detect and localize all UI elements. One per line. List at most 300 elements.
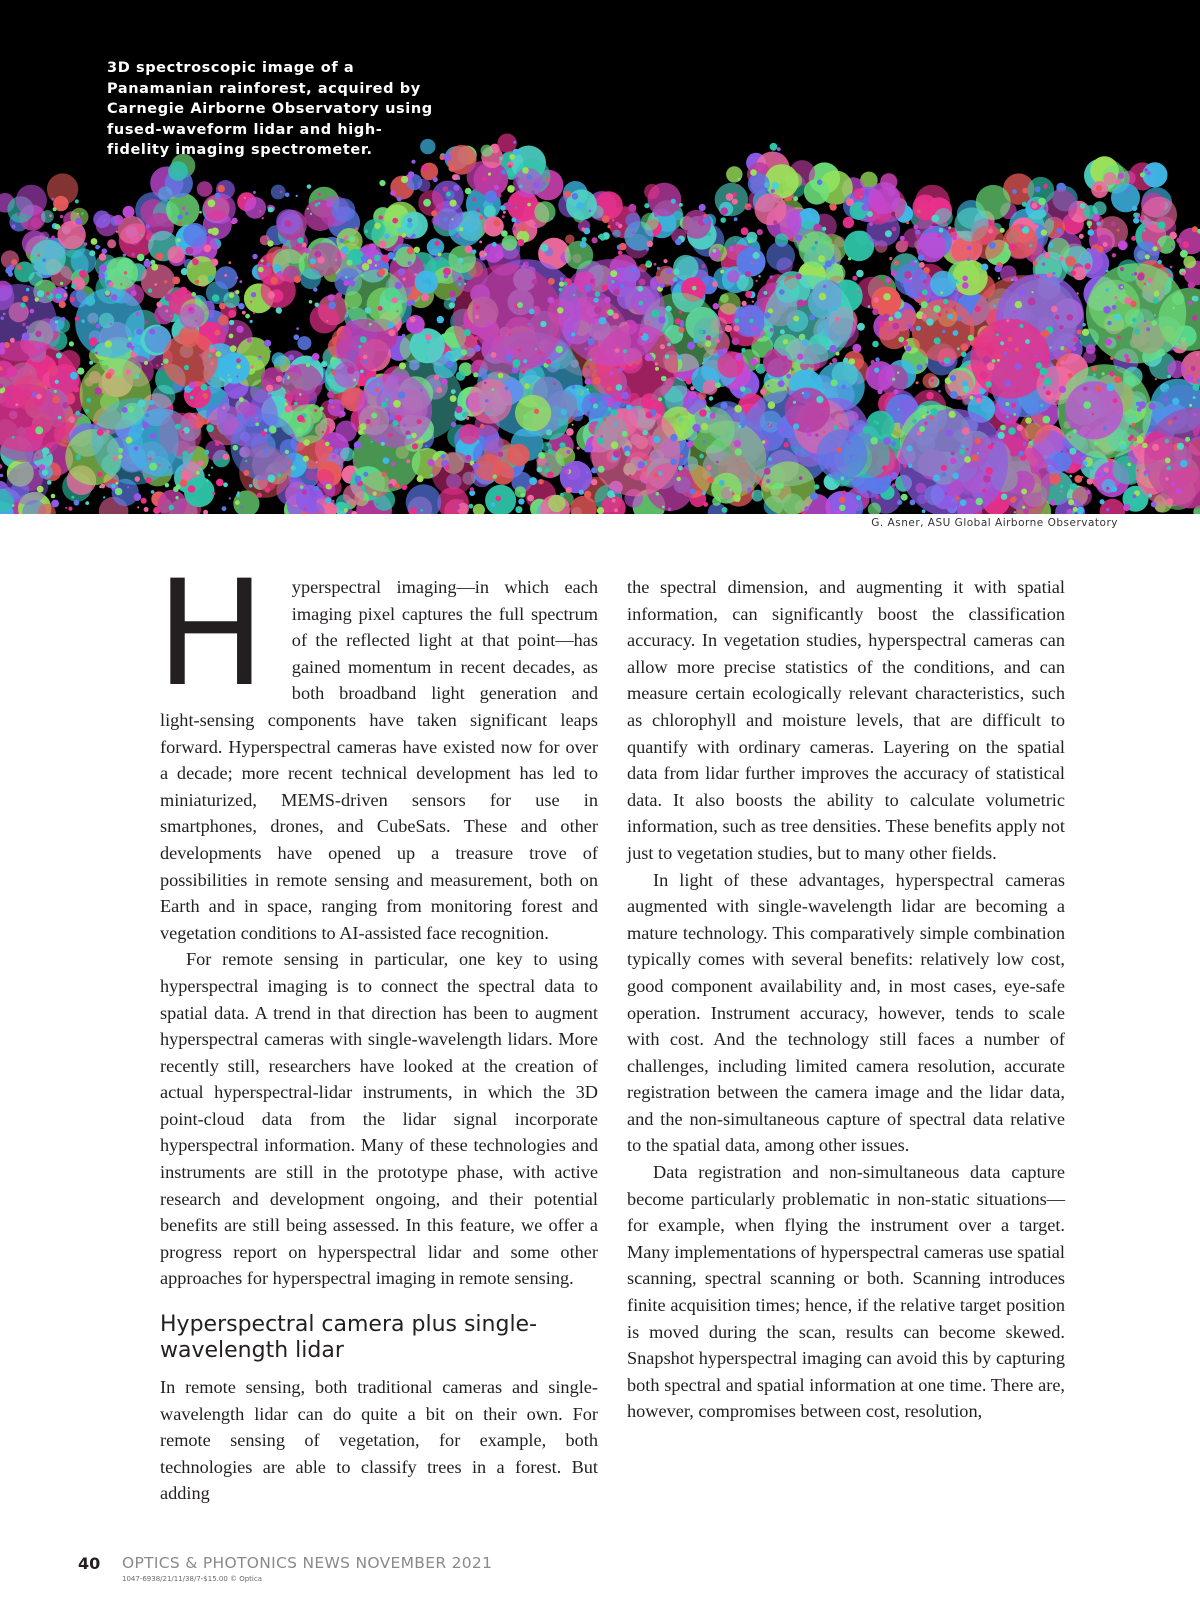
canopy-texture <box>518 498 524 504</box>
canopy-texture <box>314 409 317 412</box>
canopy-texture <box>211 259 219 267</box>
canopy-texture <box>829 363 831 365</box>
canopy-texture <box>814 484 819 489</box>
canopy-texture <box>1087 248 1091 252</box>
canopy-texture <box>750 169 757 176</box>
canopy-texture <box>1120 267 1124 271</box>
canopy-texture <box>875 495 879 499</box>
canopy-texture <box>50 269 53 272</box>
canopy-texture <box>236 358 241 363</box>
canopy-texture <box>1049 346 1052 349</box>
canopy-texture <box>962 282 969 289</box>
canopy-texture <box>1177 443 1184 450</box>
canopy-texture <box>1154 314 1156 316</box>
canopy-speck <box>625 213 640 228</box>
canopy-texture <box>646 248 649 251</box>
canopy-texture <box>284 375 288 379</box>
canopy-texture <box>37 486 44 493</box>
canopy-texture <box>406 430 411 435</box>
canopy-texture <box>765 312 771 318</box>
canopy-texture <box>1107 321 1111 325</box>
canopy-texture <box>839 497 846 504</box>
tree-crown <box>1086 263 1186 363</box>
canopy-texture <box>1067 314 1073 320</box>
canopy-texture <box>144 507 149 512</box>
canopy-texture <box>1072 347 1077 352</box>
canopy-texture <box>612 219 614 221</box>
canopy-texture <box>349 280 355 286</box>
canopy-texture <box>559 281 564 286</box>
canopy-texture <box>182 451 188 457</box>
canopy-texture <box>836 352 840 356</box>
canopy-texture <box>833 425 837 429</box>
canopy-texture <box>431 210 437 216</box>
canopy-texture <box>391 462 395 466</box>
canopy-texture <box>1133 213 1138 218</box>
canopy-texture <box>1193 413 1197 417</box>
canopy-texture <box>566 450 570 454</box>
canopy-texture <box>179 222 182 225</box>
canopy-texture <box>228 261 231 264</box>
canopy-texture <box>52 396 60 404</box>
canopy-texture <box>384 233 389 238</box>
canopy-texture <box>611 280 614 283</box>
canopy-texture <box>393 400 401 408</box>
canopy-texture <box>621 392 629 400</box>
canopy-texture <box>1074 475 1082 483</box>
canopy-texture <box>1079 234 1084 239</box>
canopy-texture <box>118 375 122 379</box>
canopy-texture <box>75 218 82 225</box>
canopy-texture <box>236 326 243 333</box>
canopy-texture <box>522 167 529 174</box>
canopy-texture <box>882 465 887 470</box>
canopy-texture <box>639 301 644 306</box>
canopy-texture <box>303 456 309 462</box>
canopy-texture <box>938 390 941 393</box>
canopy-texture <box>879 321 885 327</box>
canopy-texture <box>118 455 122 459</box>
canopy-texture <box>894 311 901 318</box>
canopy-texture <box>1137 470 1139 472</box>
canopy-texture <box>403 424 406 427</box>
canopy-texture <box>529 309 535 315</box>
canopy-texture <box>49 445 52 448</box>
canopy-texture <box>1103 426 1107 430</box>
canopy-texture <box>1142 443 1148 449</box>
canopy-texture <box>137 506 139 508</box>
canopy-texture <box>522 370 526 374</box>
canopy-texture <box>1114 296 1117 299</box>
tree-crown <box>284 364 323 403</box>
canopy-texture <box>500 205 506 211</box>
canopy-texture <box>1131 236 1136 241</box>
canopy-texture <box>1088 226 1090 228</box>
canopy-texture <box>715 339 720 344</box>
canopy-texture <box>77 213 79 215</box>
canopy-texture <box>843 358 848 363</box>
canopy-texture <box>699 204 706 211</box>
canopy-texture <box>17 265 22 270</box>
article-paragraph: For remote sensing in particular, one key to using hyperspectral imaging is to connect the spectral data to spatial data. A trend in that direction has been to augment hyperspectral cameras with single-wavelength lidars. More recently still, researchers have looked at the creation of actual hyperspectral-lidar instruments, in which the 3D point-cloud data from the lidar signal incorporate hyperspectral information. Many of these technologies and instruments are still in the prototype phase, with active research and development ongoing, and their potential benefits are still being assessed. In this feature, we offer a progress report on hyperspectral lidar and some other approaches for hyperspectral imaging in remote sensing. <box>160 949 598 1289</box>
canopy-speck <box>1083 350 1096 363</box>
canopy-texture <box>1047 272 1052 277</box>
canopy-texture <box>657 267 660 270</box>
canopy-speck <box>459 424 479 444</box>
canopy-texture <box>1134 272 1137 275</box>
canopy-texture <box>1189 404 1192 407</box>
canopy-texture <box>190 396 194 400</box>
canopy-texture <box>902 340 908 346</box>
canopy-texture <box>737 184 739 186</box>
canopy-speck <box>485 191 497 203</box>
canopy-texture <box>1023 442 1026 445</box>
canopy-texture <box>360 495 362 497</box>
canopy-texture <box>469 504 474 509</box>
canopy-texture <box>335 259 337 261</box>
canopy-texture <box>360 423 367 430</box>
canopy-texture <box>666 269 672 275</box>
canopy-texture <box>618 369 621 372</box>
canopy-texture <box>616 384 623 391</box>
canopy-speck <box>427 238 444 255</box>
canopy-speck <box>16 185 47 216</box>
canopy-texture <box>458 178 460 180</box>
canopy-texture <box>722 507 728 513</box>
tree-crown <box>163 332 218 387</box>
canopy-texture <box>814 457 817 460</box>
publication-code: 1047-6938/21/11/38/7-$15.00 © Optica <box>122 1575 263 1583</box>
canopy-texture <box>22 333 30 341</box>
canopy-texture <box>986 467 993 474</box>
canopy-texture <box>677 355 681 359</box>
canopy-texture <box>491 388 494 391</box>
canopy-texture <box>950 458 957 465</box>
canopy-texture <box>223 482 228 487</box>
canopy-texture <box>389 330 396 337</box>
canopy-texture <box>465 188 472 195</box>
canopy-texture <box>809 315 815 321</box>
canopy-speck <box>93 211 111 229</box>
canopy-texture <box>347 260 353 266</box>
canopy-texture <box>77 368 84 375</box>
canopy-texture <box>388 484 393 489</box>
canopy-texture <box>49 214 52 217</box>
canopy-texture <box>993 304 996 307</box>
canopy-texture <box>1194 432 1199 437</box>
canopy-texture <box>947 314 953 320</box>
article-paragraph: In remote sensing, both traditional cameras and single-wavelength lidar can do quite a bit on their own. For remote sensing of vegetation, for example, both technologies are able to classify trees in a forest. But adding <box>160 1377 598 1504</box>
canopy-texture <box>906 445 912 451</box>
canopy-texture <box>653 436 660 443</box>
canopy-texture <box>1158 221 1166 229</box>
canopy-texture <box>883 293 890 300</box>
canopy-texture <box>141 498 147 504</box>
canopy-texture <box>215 193 221 199</box>
tree-crown <box>764 275 853 364</box>
canopy-speck <box>30 240 66 276</box>
canopy-texture <box>420 389 423 392</box>
canopy-texture <box>1068 373 1073 378</box>
canopy-texture <box>540 321 546 327</box>
canopy-texture <box>406 435 411 440</box>
canopy-texture <box>449 302 455 308</box>
canopy-texture <box>452 218 454 220</box>
canopy-texture <box>651 310 659 318</box>
canopy-texture <box>849 358 856 365</box>
canopy-texture <box>656 492 660 496</box>
canopy-texture <box>807 427 810 430</box>
canopy-texture <box>590 397 597 404</box>
canopy-texture <box>511 217 516 222</box>
canopy-texture <box>976 498 983 505</box>
canopy-texture <box>113 456 117 460</box>
canopy-texture <box>802 392 804 394</box>
canopy-speck <box>502 235 518 251</box>
canopy-texture <box>362 263 370 271</box>
canopy-texture <box>423 199 431 207</box>
canopy-texture <box>826 285 828 287</box>
canopy-texture <box>590 425 592 427</box>
canopy-texture <box>603 418 606 421</box>
canopy-speck <box>755 193 787 225</box>
canopy-texture <box>699 409 707 417</box>
canopy-texture <box>776 153 779 156</box>
canopy-texture <box>985 381 991 387</box>
canopy-texture <box>175 424 181 430</box>
canopy-texture <box>328 302 336 310</box>
canopy-speck <box>484 434 503 453</box>
canopy-texture <box>488 173 491 176</box>
canopy-texture <box>97 429 104 436</box>
canopy-texture <box>387 252 394 259</box>
canopy-texture <box>402 484 408 490</box>
canopy-texture <box>1147 278 1152 283</box>
canopy-texture <box>265 487 270 492</box>
canopy-texture <box>407 247 414 254</box>
canopy-texture <box>969 396 973 400</box>
canopy-texture <box>607 387 612 392</box>
canopy-texture <box>491 352 497 358</box>
hero-caption: 3D spectroscopic image of a Panamanian rainforest, acquired by Carnegie Airborne Observatory using fused-waveform lidar and high-fidelity imaging spectrometer. <box>107 60 433 158</box>
canopy-texture <box>1081 456 1086 461</box>
canopy-speck <box>481 145 493 157</box>
canopy-texture <box>665 211 668 214</box>
canopy-texture <box>446 361 453 368</box>
canopy-texture <box>250 320 253 323</box>
canopy-texture <box>515 206 517 208</box>
canopy-texture <box>264 340 271 347</box>
canopy-texture <box>307 184 311 188</box>
canopy-texture <box>960 343 968 351</box>
canopy-texture <box>580 241 587 248</box>
canopy-texture <box>285 450 289 454</box>
canopy-texture <box>614 423 617 426</box>
canopy-texture <box>710 413 716 419</box>
canopy-texture <box>26 326 30 330</box>
canopy-texture <box>892 227 897 232</box>
canopy-texture <box>425 334 431 340</box>
canopy-texture <box>1059 386 1066 393</box>
canopy-texture <box>774 483 781 490</box>
canopy-texture <box>796 235 803 242</box>
canopy-texture <box>428 459 435 466</box>
canopy-texture <box>1176 238 1182 244</box>
canopy-texture <box>946 311 948 313</box>
canopy-texture <box>955 496 959 500</box>
canopy-texture <box>1083 401 1091 409</box>
canopy-texture <box>358 430 363 435</box>
canopy-texture <box>829 345 837 353</box>
canopy-texture <box>960 499 967 506</box>
canopy-texture <box>917 209 921 213</box>
canopy-texture <box>857 291 859 293</box>
canopy-texture <box>665 354 669 358</box>
canopy-texture <box>983 356 991 364</box>
canopy-texture <box>593 404 598 409</box>
canopy-texture <box>742 301 747 306</box>
canopy-texture <box>653 473 659 479</box>
canopy-texture <box>1132 423 1136 427</box>
canopy-texture <box>720 217 726 223</box>
canopy-texture <box>1015 301 1022 308</box>
canopy-texture <box>304 507 307 510</box>
canopy-texture <box>285 406 292 413</box>
canopy-texture <box>1017 425 1023 431</box>
canopy-texture <box>868 305 871 308</box>
canopy-texture <box>1022 202 1027 207</box>
canopy-texture <box>876 421 880 425</box>
canopy-texture <box>793 401 796 404</box>
canopy-texture <box>1033 261 1038 266</box>
canopy-texture <box>523 414 527 418</box>
canopy-texture <box>560 493 564 497</box>
canopy-texture <box>741 348 745 352</box>
canopy-texture <box>599 234 605 240</box>
canopy-texture <box>425 445 427 447</box>
canopy-texture <box>267 240 273 246</box>
hero-image <box>0 0 1200 514</box>
canopy-texture <box>6 487 10 491</box>
canopy-texture <box>796 273 802 279</box>
canopy-texture <box>485 399 488 402</box>
canopy-texture <box>158 464 160 466</box>
canopy-texture <box>1154 291 1160 297</box>
canopy-texture <box>878 410 880 412</box>
canopy-texture <box>626 405 632 411</box>
canopy-texture <box>480 424 485 429</box>
canopy-texture <box>577 447 580 450</box>
canopy-texture <box>370 423 373 426</box>
canopy-texture <box>654 263 657 266</box>
canopy-texture <box>145 321 148 324</box>
canopy-texture <box>509 333 512 336</box>
canopy-speck <box>853 188 865 200</box>
canopy-texture <box>326 201 333 208</box>
canopy-texture <box>942 472 947 477</box>
canopy-texture <box>1035 186 1041 192</box>
canopy-texture <box>967 258 970 261</box>
canopy-texture <box>36 394 42 400</box>
canopy-texture <box>177 214 182 219</box>
canopy-texture <box>620 284 625 289</box>
canopy-texture <box>237 414 244 421</box>
canopy-texture <box>733 325 739 331</box>
canopy-texture <box>565 469 570 474</box>
canopy-texture <box>120 283 122 285</box>
canopy-texture <box>926 392 934 400</box>
canopy-texture <box>871 360 875 364</box>
canopy-texture <box>1105 339 1112 346</box>
canopy-texture <box>632 244 636 248</box>
canopy-texture <box>520 493 525 498</box>
canopy-texture <box>375 264 377 266</box>
canopy-texture <box>1123 504 1130 511</box>
canopy-texture <box>1180 250 1188 258</box>
canopy-texture <box>30 371 33 374</box>
canopy-speck <box>1142 162 1167 187</box>
canopy-texture <box>303 439 310 446</box>
canopy-texture <box>259 210 261 212</box>
canopy-texture <box>414 273 417 276</box>
canopy-texture <box>949 502 956 509</box>
canopy-texture <box>146 235 151 240</box>
canopy-texture <box>679 418 683 422</box>
canopy-texture <box>394 483 399 488</box>
canopy-texture <box>156 253 164 261</box>
canopy-texture <box>70 372 78 380</box>
canopy-texture <box>1152 320 1158 326</box>
canopy-texture <box>644 203 649 208</box>
canopy-texture <box>349 236 355 242</box>
canopy-texture <box>22 323 25 326</box>
canopy-texture <box>832 358 837 363</box>
canopy-texture <box>1155 378 1157 380</box>
canopy-texture <box>512 367 518 373</box>
canopy-texture <box>285 220 292 227</box>
canopy-texture <box>1091 467 1094 470</box>
canopy-texture <box>310 258 316 264</box>
canopy-texture <box>99 253 106 260</box>
canopy-texture <box>1093 373 1096 376</box>
canopy-texture <box>733 495 740 502</box>
canopy-texture <box>199 354 202 357</box>
canopy-texture <box>1069 465 1077 473</box>
canopy-texture <box>1048 465 1050 467</box>
canopy-texture <box>294 276 301 283</box>
canopy-texture <box>247 338 252 343</box>
canopy-texture <box>156 302 162 308</box>
canopy-texture <box>75 316 80 321</box>
canopy-texture <box>1042 416 1050 424</box>
canopy-texture <box>1060 491 1062 493</box>
canopy-texture <box>106 430 110 434</box>
canopy-texture <box>945 492 948 495</box>
canopy-texture <box>815 433 818 436</box>
canopy-texture <box>479 241 482 244</box>
canopy-texture <box>1098 390 1100 392</box>
canopy-texture <box>546 443 549 446</box>
canopy-speck <box>331 198 355 222</box>
canopy-texture <box>767 385 769 387</box>
canopy-texture <box>939 228 944 233</box>
canopy-texture <box>918 254 925 261</box>
canopy-texture <box>95 245 100 250</box>
canopy-texture <box>210 362 213 365</box>
canopy-texture <box>74 500 80 506</box>
canopy-texture <box>302 490 307 495</box>
canopy-texture <box>838 265 842 269</box>
